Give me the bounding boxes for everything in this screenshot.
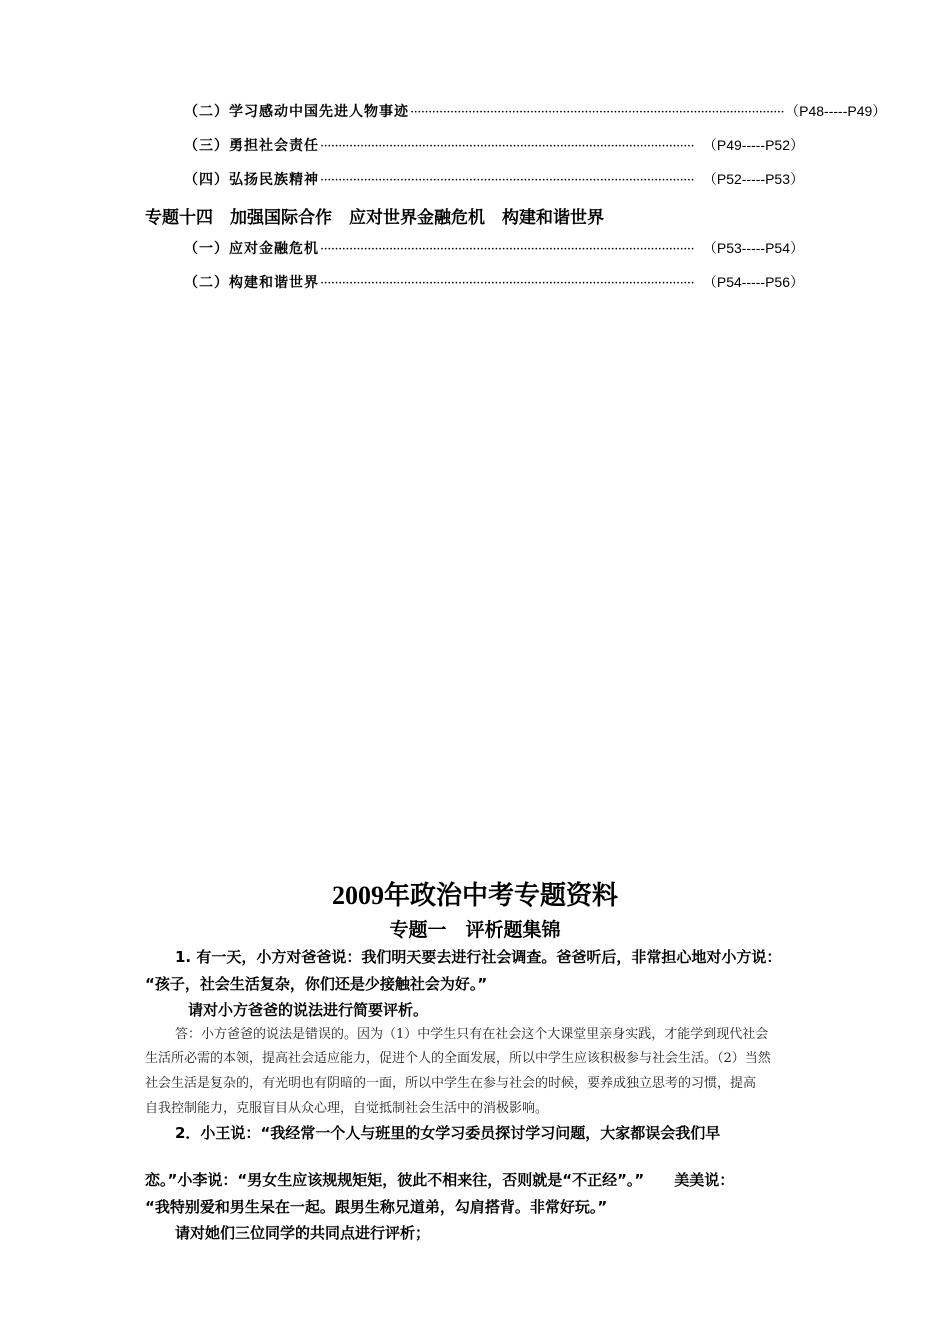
toc-dot-leader: ······································································································· [320,276,695,291]
question-1-line: 1. 有一天，小方对爸爸说：我们明天要去进行社会调查。爸爸听后，非常担心地对小方说： [175,948,782,966]
toc-entry-label: （二）学习感动中国先进人物事迹 [184,104,409,120]
toc-entry [184,238,804,260]
answer-1-line: 自我控制能力，克服盲目从众心理，自觉抵制社会生活中的消极影响。 [145,1101,549,1116]
toc-entry-pages: （P52-----P53） [702,171,804,187]
question-1-line: “孩子，社会生活复杂，你们还是少接触社会为好。” [145,975,488,993]
toc-entry-label: （四）弘扬民族精神 [184,172,319,188]
toc-entry-label: （三）勇担社会责任 [184,138,319,154]
toc-entry-pages: （P54-----P56） [702,274,804,290]
toc-dot-leader: ······································································································· [320,139,695,154]
document-title: 2009年政治中考专题资料 [331,881,618,910]
question-2-line: “我特别爱和男生呆在一起。跟男生称兄道弟，勾肩搭背。非常好玩。” [145,1198,608,1216]
toc-entry [184,101,887,123]
toc-section-heading: 专题十四 加强国际合作 应对世界金融危机 构建和谐世界 [145,208,604,228]
answer-1-line: 答：小方爸爸的说法是错误的。因为（1）中学生只有在社会这个大课堂里亲身实践，才能学到现代社会 [175,1027,769,1042]
toc-dot-leader: ······································································································· [320,173,695,188]
toc-entry-label: （一）应对金融危机 [184,241,319,257]
toc-entry [184,135,804,157]
toc-entry [184,272,804,294]
answer-1-line: 生活所必需的本领，提高社会适应能力，促进个人的全面发展，所以中学生应该积极参与社会生活。（2）当然 [145,1051,771,1066]
question-1-prompt: 请对小方爸爸的说法进行简要评析。 [188,1001,429,1019]
answer-1-line: 社会生活是复杂的，有光明也有阴暗的一面，所以中学生在参与社会的时候，要养成独立思考的习惯，提高 [145,1076,757,1091]
toc-entry [184,169,804,191]
question-2-line: 恋。”小李说：“男女生应该规规矩矩，彼此不相来往，否则就是“不正经”。” 美美说： [145,1171,735,1189]
document-subtitle: 专题一 评析题集锦 [389,919,561,941]
toc-dot-leader: ······································································································· [410,105,785,120]
toc-entry-pages: （P53-----P54） [702,240,804,256]
question-2-prompt: 请对她们三位同学的共同点进行评析； [175,1224,431,1242]
toc-dot-leader: ······································································································· [320,242,695,257]
toc-entry-label: （二）构建和谐世界 [184,275,319,291]
toc-entry-pages: （P48-----P49） [785,103,887,119]
question-2-line: 2．小王说：“我经常一个人与班里的女学习委员探讨学习问题，大家都误会我们早 [175,1124,721,1142]
toc-entry-pages: （P49-----P52） [702,137,804,153]
